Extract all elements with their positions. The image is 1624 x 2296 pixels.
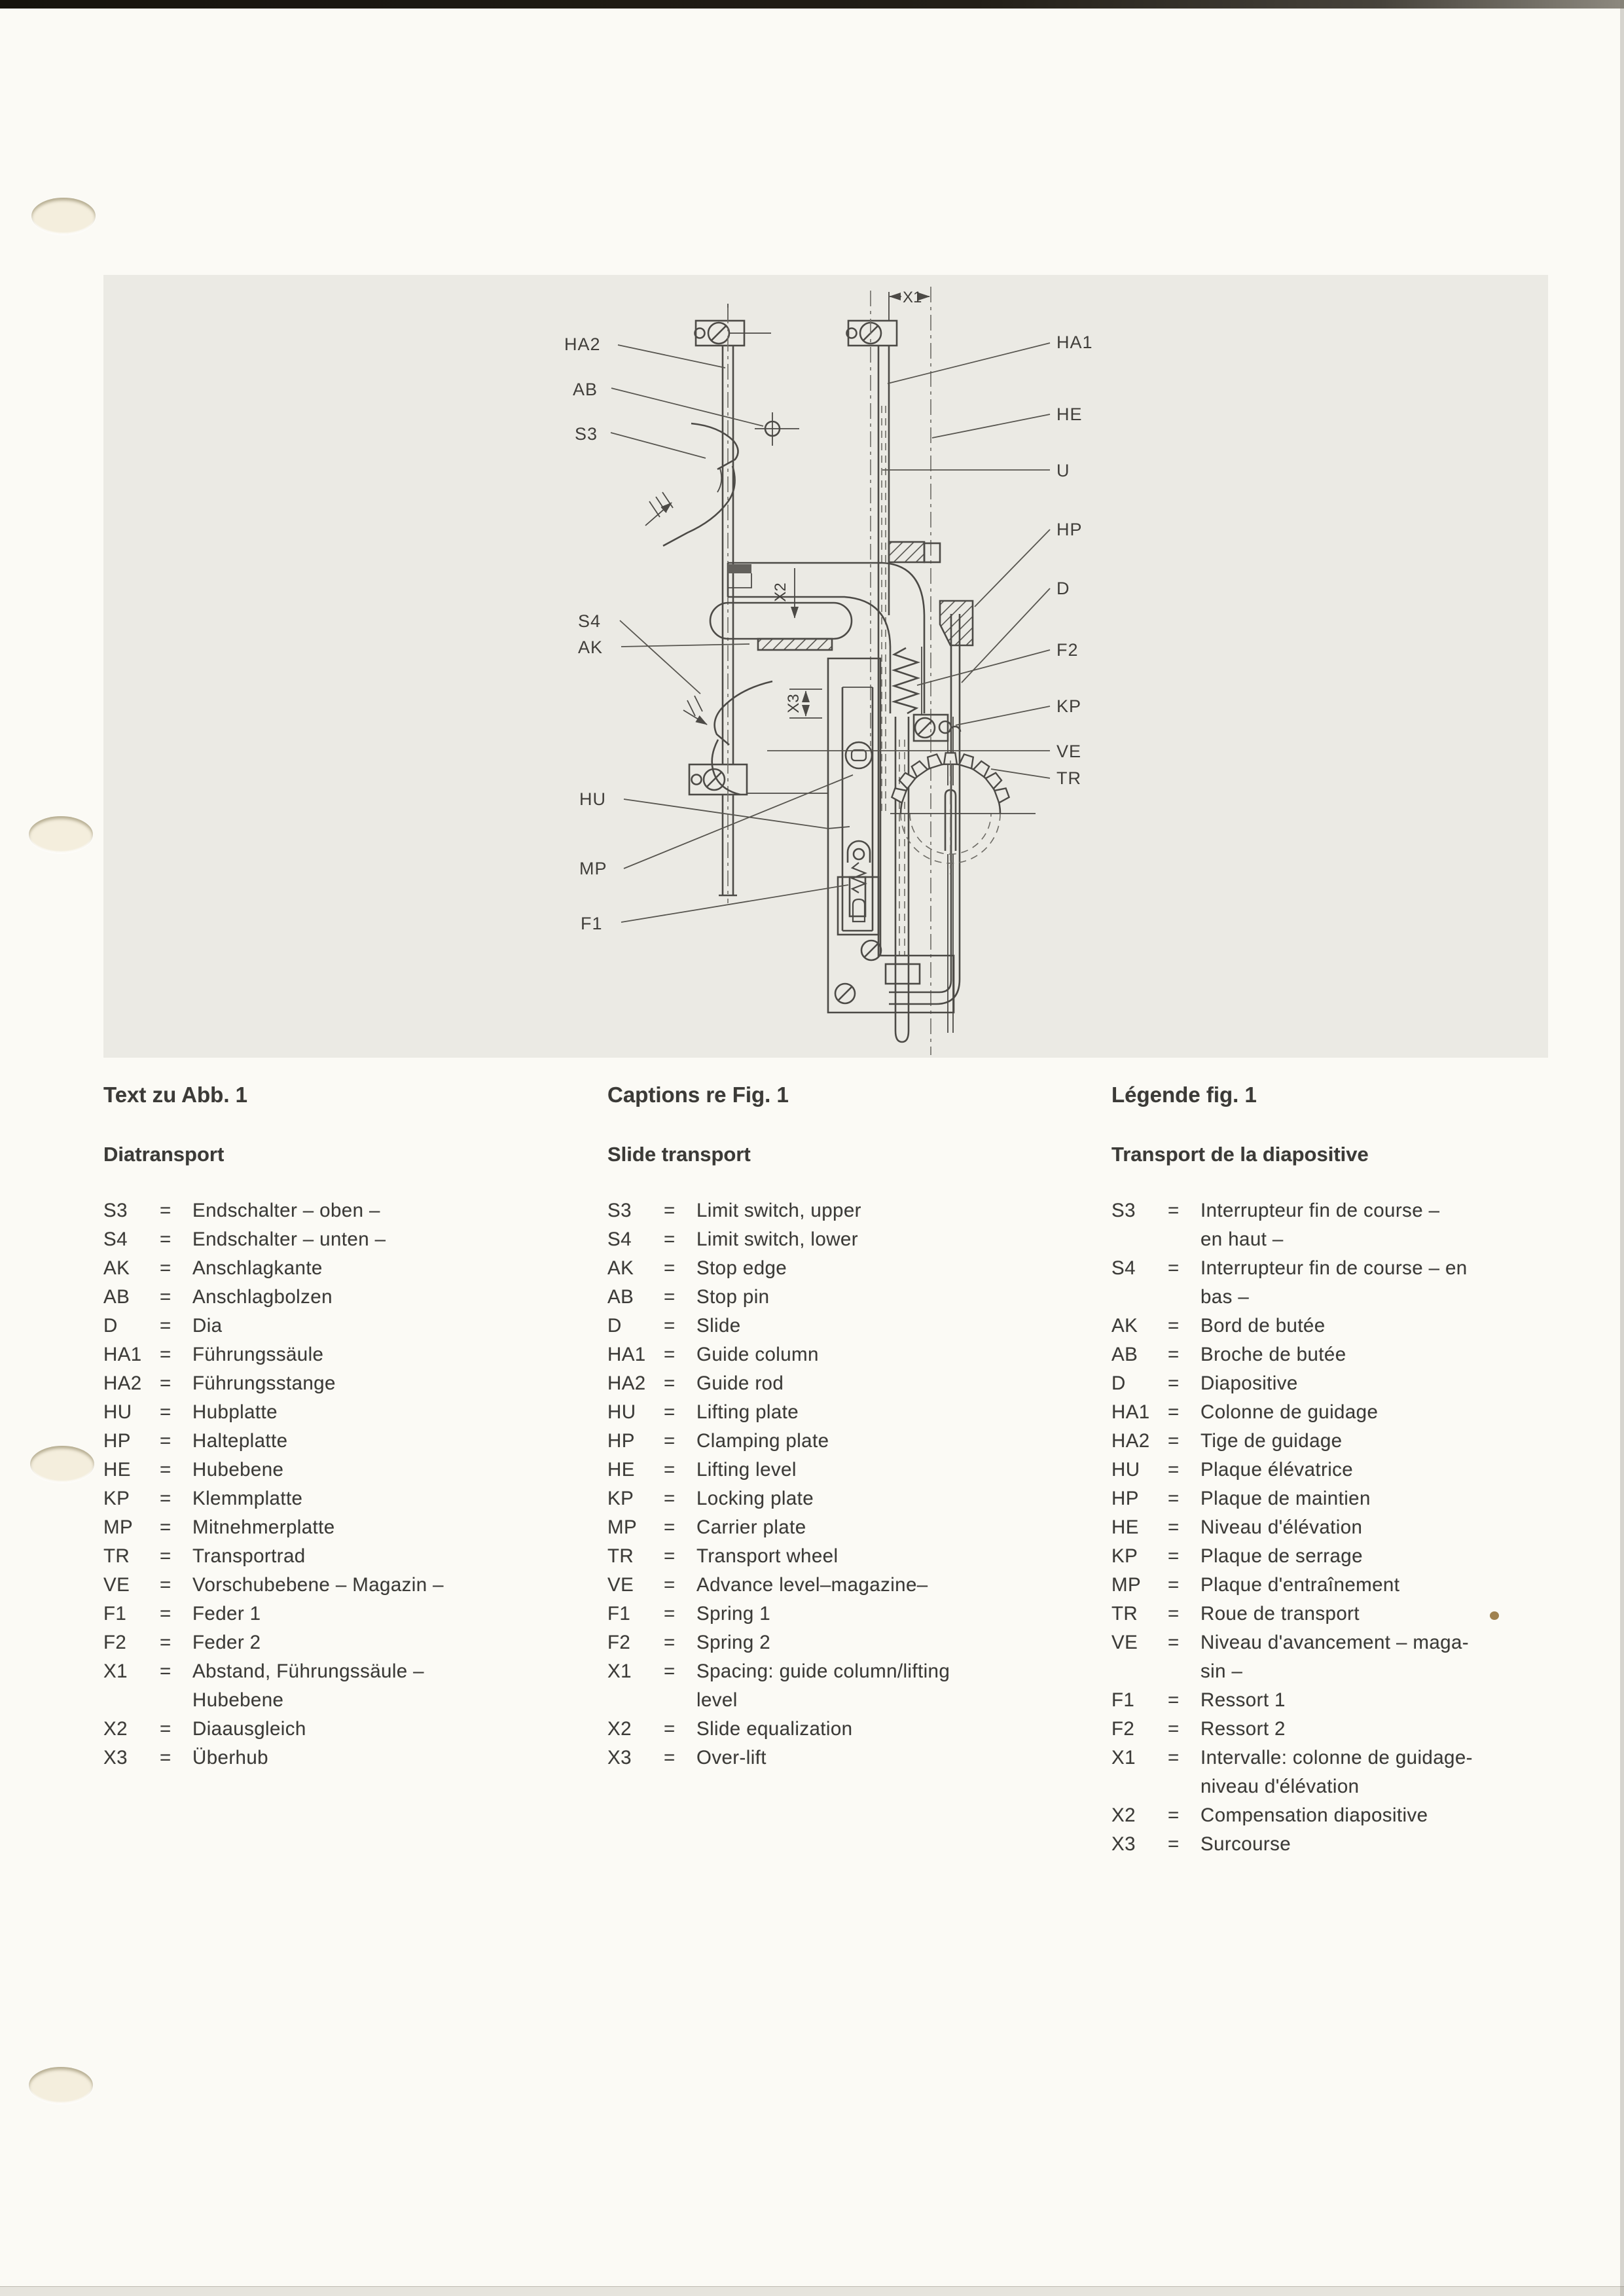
- equals-sign: =: [1168, 1516, 1180, 1538]
- legend-text: Niveau d'avancement – maga- sin –: [1200, 1632, 1469, 1682]
- legend-key: X3: [607, 1747, 632, 1768]
- legend-row: [607, 1600, 950, 1628]
- legend-key: TR: [607, 1545, 634, 1567]
- legend-text: Hubplatte: [192, 1401, 278, 1423]
- legend-text: Transportrad: [192, 1545, 306, 1567]
- equals-sign: =: [160, 1257, 171, 1279]
- legend-row: [1111, 1456, 1473, 1484]
- legend-text: Endschalter – unten –: [192, 1229, 386, 1250]
- legend-text: Carrier plate: [696, 1516, 806, 1538]
- legend-text: Spring 2: [696, 1632, 771, 1653]
- legend-column-subtitle: Slide transport: [607, 1143, 751, 1166]
- legend-column-subtitle: Transport de la diapositive: [1111, 1143, 1369, 1166]
- legend-row: [1111, 1715, 1473, 1744]
- legend-text: Diapositive: [1200, 1372, 1298, 1394]
- legend-key: AK: [103, 1257, 130, 1279]
- equals-sign: =: [664, 1747, 676, 1768]
- legend-text: Ressort 1: [1200, 1689, 1286, 1711]
- legend-key: AK: [1111, 1315, 1138, 1336]
- legend-key: HA1: [103, 1344, 142, 1365]
- legend-row: [607, 1657, 950, 1715]
- equals-sign: =: [664, 1574, 676, 1596]
- legend-text: Surcourse: [1200, 1833, 1291, 1855]
- equals-sign: =: [664, 1229, 676, 1250]
- equals-sign: =: [664, 1257, 676, 1279]
- legend-row: [103, 1369, 444, 1398]
- legend-row: [1111, 1744, 1473, 1801]
- legend-row: [1111, 1600, 1473, 1628]
- legend-key: HA2: [103, 1372, 142, 1394]
- legend-key: HP: [607, 1430, 635, 1452]
- legend-key: D: [103, 1315, 118, 1336]
- legend-key: S4: [607, 1229, 632, 1250]
- label-ab: AB: [573, 380, 598, 399]
- legend-text: Guide rod: [696, 1372, 784, 1394]
- legend-row: [1111, 1542, 1473, 1571]
- label-tr: TR: [1056, 768, 1081, 788]
- legend-row: [103, 1312, 444, 1340]
- equals-sign: =: [160, 1574, 171, 1596]
- legend-key: MP: [103, 1516, 134, 1538]
- legend-key: X1: [607, 1660, 632, 1682]
- legend-key: F1: [103, 1603, 127, 1624]
- legend-row: [607, 1340, 950, 1369]
- equals-sign: =: [664, 1401, 676, 1423]
- legend-key: HP: [1111, 1488, 1139, 1509]
- legend-key: MP: [1111, 1574, 1142, 1596]
- legend-row: [103, 1744, 444, 1772]
- label-he: HE: [1056, 404, 1083, 424]
- legend-row: [1111, 1369, 1473, 1398]
- label-d: D: [1056, 579, 1070, 598]
- legend-text: Stop edge: [696, 1257, 787, 1279]
- legend-key: TR: [1111, 1603, 1138, 1624]
- label-ak: AK: [578, 637, 604, 657]
- legend-text: Abstand, Führungssäule – Hubebene: [192, 1660, 424, 1711]
- legend-column-title: Text zu Abb. 1: [103, 1083, 248, 1107]
- legend-row: [103, 1542, 444, 1571]
- legend-row: [1111, 1686, 1473, 1715]
- legend-row: [103, 1657, 444, 1715]
- legend-key: S4: [103, 1229, 128, 1250]
- legend-key: MP: [607, 1516, 638, 1538]
- equals-sign: =: [160, 1718, 171, 1740]
- legend-text: Compensation diapositive: [1200, 1804, 1428, 1826]
- legend-text: Roue de transport: [1200, 1603, 1360, 1624]
- legend-row: [607, 1398, 950, 1427]
- legend-key: HU: [607, 1401, 636, 1423]
- scan-right-edge: [1620, 0, 1624, 2296]
- legend-row: [607, 1283, 950, 1312]
- legend-key: HA1: [607, 1344, 646, 1365]
- legend-row: [103, 1196, 444, 1225]
- legend-text: Lifting plate: [696, 1401, 799, 1423]
- equals-sign: =: [1168, 1257, 1180, 1279]
- equals-sign: =: [664, 1660, 676, 1682]
- legend-key: F1: [1111, 1689, 1135, 1711]
- equals-sign: =: [1168, 1574, 1180, 1596]
- legend-key: X3: [1111, 1833, 1136, 1855]
- legend-row: [1111, 1254, 1473, 1312]
- equals-sign: =: [1168, 1401, 1180, 1423]
- legend-key: KP: [103, 1488, 130, 1509]
- equals-sign: =: [664, 1372, 676, 1394]
- label-s4: S4: [578, 611, 602, 631]
- legend-text: Plaque de serrage: [1200, 1545, 1363, 1567]
- legend-text: Locking plate: [696, 1488, 814, 1509]
- legend-key: HE: [103, 1459, 131, 1480]
- legend-key: X1: [1111, 1747, 1136, 1768]
- legend-text: Guide column: [696, 1344, 819, 1365]
- equals-sign: =: [160, 1660, 171, 1682]
- scan-bottom-strip: [0, 2286, 1624, 2296]
- legend-row: [607, 1427, 950, 1456]
- legend-key: KP: [607, 1488, 634, 1509]
- legend-key: X3: [103, 1747, 128, 1768]
- equals-sign: =: [1168, 1804, 1180, 1826]
- stop-edge-hatch: [758, 639, 832, 650]
- legend-column-title: Légende fig. 1: [1111, 1083, 1257, 1107]
- legend-text: Klemmplatte: [192, 1488, 303, 1509]
- legend-row: [607, 1369, 950, 1398]
- legend-row: [103, 1715, 444, 1744]
- equals-sign: =: [664, 1430, 676, 1452]
- legend-text: Mitnehmerplatte: [192, 1516, 335, 1538]
- label-f1: F1: [581, 914, 603, 933]
- legend-column-subtitle: Diatransport: [103, 1143, 225, 1166]
- equals-sign: =: [664, 1286, 676, 1308]
- equals-sign: =: [664, 1545, 676, 1567]
- equals-sign: =: [160, 1430, 171, 1452]
- equals-sign: =: [160, 1401, 171, 1423]
- equals-sign: =: [1168, 1545, 1180, 1567]
- legend-row: [607, 1744, 950, 1772]
- legend-text: Interrupteur fin de course – en bas –: [1200, 1257, 1468, 1308]
- legend-key: F1: [607, 1603, 631, 1624]
- legend-row: [607, 1628, 950, 1657]
- legend-row: [607, 1312, 950, 1340]
- legend-key: F2: [1111, 1718, 1135, 1740]
- equals-sign: =: [1168, 1430, 1180, 1452]
- label-s3: S3: [575, 424, 598, 444]
- equals-sign: =: [1168, 1718, 1180, 1740]
- legend-row: [103, 1225, 444, 1254]
- legend-key: KP: [1111, 1545, 1138, 1567]
- label-ve: VE: [1056, 742, 1082, 761]
- legend-key: VE: [1111, 1632, 1138, 1653]
- legend-key: HA2: [1111, 1430, 1150, 1452]
- legend-text: Plaque élévatrice: [1200, 1459, 1354, 1480]
- label-kp: KP: [1056, 696, 1082, 716]
- equals-sign: =: [160, 1344, 171, 1365]
- equals-sign: =: [160, 1632, 171, 1653]
- legend-text: Feder 1: [192, 1603, 261, 1624]
- legend-key: VE: [607, 1574, 634, 1596]
- legend-row: [1111, 1398, 1473, 1427]
- legend-text: Ressort 2: [1200, 1718, 1286, 1740]
- legend-row: [1111, 1628, 1473, 1686]
- legend-row: [1111, 1801, 1473, 1830]
- legend-row: [103, 1628, 444, 1657]
- legend-row: [607, 1715, 950, 1744]
- equals-sign: =: [160, 1603, 171, 1624]
- legend-text: Niveau d'élévation: [1200, 1516, 1363, 1538]
- equals-sign: =: [1168, 1315, 1180, 1336]
- label-x3: X3: [785, 694, 803, 713]
- legend-key: S3: [103, 1200, 128, 1221]
- legend-text: Anschlagbolzen: [192, 1286, 333, 1308]
- legend-key: HA1: [1111, 1401, 1150, 1423]
- legend-text: Broche de butée: [1200, 1344, 1346, 1365]
- legend-key: HE: [607, 1459, 635, 1480]
- legend-row: [1111, 1571, 1473, 1600]
- equals-sign: =: [160, 1516, 171, 1538]
- legend-list: [607, 1196, 950, 1772]
- equals-sign: =: [160, 1315, 171, 1336]
- legend-text: Plaque de maintien: [1200, 1488, 1371, 1509]
- equals-sign: =: [664, 1488, 676, 1509]
- legend-text: Bord de butée: [1200, 1315, 1326, 1336]
- legend-text: Advance level–magazine–: [696, 1574, 928, 1596]
- legend-key: X1: [103, 1660, 128, 1682]
- legend-text: Diaausgleich: [192, 1718, 306, 1740]
- legend-key: TR: [103, 1545, 130, 1567]
- equals-sign: =: [160, 1488, 171, 1509]
- label-u: U: [1056, 461, 1070, 480]
- legend-row: [103, 1283, 444, 1312]
- legend-key: HE: [1111, 1516, 1139, 1538]
- legend-key: HA2: [607, 1372, 646, 1394]
- legend-text: Endschalter – oben –: [192, 1200, 380, 1221]
- legend-text: Interrupteur fin de course – en haut –: [1200, 1200, 1440, 1250]
- legend-text: Anschlagkante: [192, 1257, 323, 1279]
- legend-row: [607, 1571, 950, 1600]
- legend-row: [607, 1196, 950, 1225]
- legend-key: AK: [607, 1257, 634, 1279]
- legend-text: Lifting level: [696, 1459, 797, 1480]
- legend-text: Feder 2: [192, 1632, 261, 1653]
- legend-row: [1111, 1312, 1473, 1340]
- legend-row: [1111, 1340, 1473, 1369]
- equals-sign: =: [664, 1459, 676, 1480]
- legend-row: [103, 1600, 444, 1628]
- legend-row: [607, 1484, 950, 1513]
- legend-row: [1111, 1513, 1473, 1542]
- legend-text: Clamping plate: [696, 1430, 829, 1452]
- legend-text: Führungsstange: [192, 1372, 336, 1394]
- legend-text: Slide: [696, 1315, 741, 1336]
- legend-key: HU: [103, 1401, 132, 1423]
- legend-text: Führungssäule: [192, 1344, 324, 1365]
- legend-row: [607, 1254, 950, 1283]
- legend-key: VE: [103, 1574, 130, 1596]
- equals-sign: =: [160, 1545, 171, 1567]
- equals-sign: =: [160, 1229, 171, 1250]
- equals-sign: =: [160, 1459, 171, 1480]
- legend-row: [1111, 1484, 1473, 1513]
- legend-text: Spacing: guide column/lifting level: [696, 1660, 950, 1711]
- legend-key: D: [607, 1315, 622, 1336]
- legend-key: S3: [1111, 1200, 1136, 1221]
- label-mp: MP: [579, 859, 607, 878]
- label-ha2: HA2: [564, 334, 601, 354]
- equals-sign: =: [160, 1747, 171, 1768]
- equals-sign: =: [664, 1718, 676, 1740]
- legend-row: [1111, 1830, 1473, 1859]
- equals-sign: =: [1168, 1372, 1180, 1394]
- legend-text: Tige de guidage: [1200, 1430, 1343, 1452]
- legend-key: F2: [103, 1632, 127, 1653]
- legend-row: [607, 1542, 950, 1571]
- legend-text: Spring 1: [696, 1603, 771, 1624]
- equals-sign: =: [160, 1372, 171, 1394]
- legend-list: [1111, 1196, 1473, 1859]
- legend-key: X2: [607, 1718, 632, 1740]
- legend-text: Dia: [192, 1315, 223, 1336]
- equals-sign: =: [1168, 1689, 1180, 1711]
- drawing-background: [103, 275, 1548, 1058]
- legend-key: AB: [1111, 1344, 1138, 1365]
- legend-row: [607, 1456, 950, 1484]
- equals-sign: =: [160, 1200, 171, 1221]
- equals-sign: =: [664, 1632, 676, 1653]
- legend-key: HU: [1111, 1459, 1140, 1480]
- legend-row: [103, 1340, 444, 1369]
- equals-sign: =: [1168, 1459, 1180, 1480]
- equals-sign: =: [664, 1516, 676, 1538]
- legend-list: [103, 1196, 444, 1772]
- legend-row: [103, 1484, 444, 1513]
- legend-text: Slide equalization: [696, 1718, 853, 1740]
- legend-text: Hubebene: [192, 1459, 284, 1480]
- equals-sign: =: [1168, 1200, 1180, 1221]
- legend-text: Transport wheel: [696, 1545, 839, 1567]
- legend-key: F2: [607, 1632, 631, 1653]
- equals-sign: =: [1168, 1747, 1180, 1768]
- legend-row: [103, 1571, 444, 1600]
- legend-row: [103, 1398, 444, 1427]
- legend-row: [103, 1254, 444, 1283]
- label-x1: X1: [903, 289, 922, 306]
- legend-text: Stop pin: [696, 1286, 770, 1308]
- legend-key: HP: [103, 1430, 131, 1452]
- equals-sign: =: [1168, 1488, 1180, 1509]
- label-ha1: HA1: [1056, 332, 1093, 352]
- equals-sign: =: [664, 1603, 676, 1624]
- legend-text: Intervalle: colonne de guidage- niveau d'élévation: [1200, 1747, 1473, 1797]
- label-hu: HU: [579, 789, 606, 809]
- label-f2: F2: [1056, 640, 1079, 660]
- legend-text: Vorschubebene – Magazin –: [192, 1574, 444, 1596]
- legend-row: [1111, 1196, 1473, 1254]
- legend-text: Colonne de guidage: [1200, 1401, 1379, 1423]
- legend-key: S3: [607, 1200, 632, 1221]
- label-x2: X2: [772, 583, 789, 602]
- legend-text: Limit switch, upper: [696, 1200, 861, 1221]
- legend-row: [1111, 1427, 1473, 1456]
- legend-text: Halteplatte: [192, 1430, 288, 1452]
- legend-text: Überhub: [192, 1747, 268, 1768]
- equals-sign: =: [1168, 1632, 1180, 1653]
- legend-column-title: Captions re Fig. 1: [607, 1083, 789, 1107]
- equals-sign: =: [1168, 1833, 1180, 1855]
- equals-sign: =: [664, 1315, 676, 1336]
- equals-sign: =: [1168, 1603, 1180, 1624]
- legend-row: [103, 1513, 444, 1542]
- legend-row: [607, 1225, 950, 1254]
- legend-key: X2: [103, 1718, 128, 1740]
- legend-text: Over-lift: [696, 1747, 767, 1768]
- equals-sign: =: [1168, 1344, 1180, 1365]
- legend-text: Plaque d'entraînement: [1200, 1574, 1400, 1596]
- legend-key: AB: [607, 1286, 634, 1308]
- legend-key: AB: [103, 1286, 130, 1308]
- equals-sign: =: [664, 1344, 676, 1365]
- legend-key: D: [1111, 1372, 1126, 1394]
- legend-key: X2: [1111, 1804, 1136, 1826]
- legend-row: [607, 1513, 950, 1542]
- equals-sign: =: [664, 1200, 676, 1221]
- legend-row: [103, 1427, 444, 1456]
- equals-sign: =: [160, 1286, 171, 1308]
- legend-row: [103, 1456, 444, 1484]
- legend-text: Limit switch, lower: [696, 1229, 858, 1250]
- label-hp: HP: [1056, 520, 1083, 539]
- legend-key: S4: [1111, 1257, 1136, 1279]
